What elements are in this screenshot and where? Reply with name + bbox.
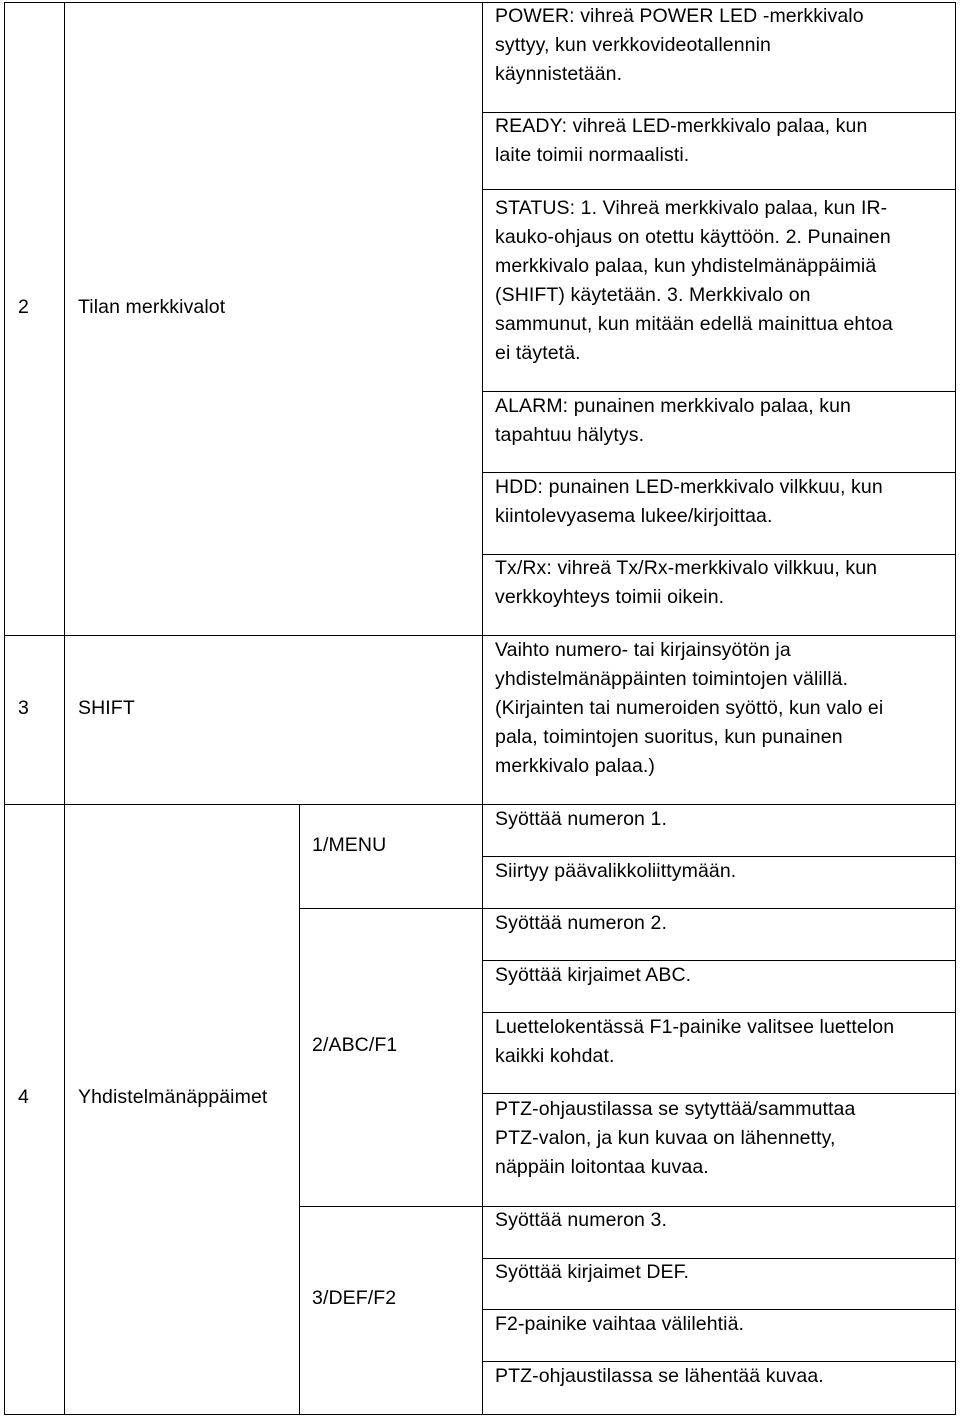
description-txrx: Tx/Rx: vihreä Tx/Rx-merkkivalo vilkkuu, kun verkkoyhteys toimii oikein. [495, 557, 878, 608]
table-border-left [4, 2, 5, 1415]
key-description: Syöttää numeron 3. [495, 1209, 667, 1231]
description-status: STATUS: 1. Vihreä merkkivalo palaa, kun IR- kauko-ohjaus on otettu käyttöön. 2. Punainen merkkivalo palaa, kun yhdistelmänäppäimiä (SHIFT) käytetään. 3. Merkkivalo on sammunut, kun mitään edellä mainittua ehtoa ei täytetä. [495, 197, 893, 364]
table-border-bottom [4, 1414, 956, 1415]
key-description: Syöttää numeron 1. [495, 808, 667, 830]
row-number: 2 [18, 296, 29, 318]
row-label: Tilan merkkivalot [78, 296, 226, 318]
key-label-2-abc-f1: 2/ABC/F1 [312, 1034, 398, 1056]
desc-divider [482, 1093, 956, 1094]
key-description: Syöttää numeron 2. [495, 912, 667, 934]
table-border-right [955, 2, 956, 1415]
desc-divider [482, 189, 956, 190]
key-description: F2-painike vaihtaa välilehtiä. [495, 1313, 745, 1335]
description-alarm: ALARM: punainen merkkivalo palaa, kun tapahtuu hälytys. [495, 395, 851, 446]
key-description: PTZ-ohjaustilassa se sytyttää/sammuttaa PTZ-valon, ja kun kuvaa on lähennetty, näppäin loitontaa kuvaa. [495, 1098, 856, 1178]
col-divider-description [482, 2, 483, 1415]
row-number: 4 [18, 1086, 29, 1108]
key-label-1-menu: 1/MENU [312, 834, 387, 856]
description-ready: READY: vihreä LED-merkkivalo palaa, kun laite toimii normaalisti. [495, 115, 868, 166]
row-label: Yhdistelmänäppäimet [78, 1086, 268, 1108]
row-number: 3 [18, 697, 29, 719]
spec-table [4, 2, 956, 1415]
key-description: Siirtyy päävalikkoliittymään. [495, 860, 737, 882]
key-label-3-def-f2: 3/DEF/F2 [312, 1287, 397, 1309]
key-description: Luettelokentässä F1-painike valitsee luettelon kaikki kohdat. [495, 1016, 895, 1067]
description-power: POWER: vihreä POWER LED -merkkivalo syttyy, kun verkkovideotallennin käynnistetään. [495, 5, 864, 85]
col-divider-number [64, 2, 65, 1415]
description-hdd: HDD: punainen LED-merkkivalo vilkkuu, kun kiintolevyasema lukee/kirjoittaa. [495, 476, 883, 527]
key-description: Syöttää kirjaimet ABC. [495, 964, 692, 986]
row-label: SHIFT [78, 697, 135, 719]
description-shift: Vaihto numero- tai kirjainsyötön ja yhdistelmänäppäinten toimintojen välillä. (Kirjainten tai numeroiden syöttö, kun valo ei pala, toimintojen suoritus, kun punainen merkkivalo palaa.) [495, 639, 884, 777]
col-divider-key [299, 804, 300, 1415]
key-description: Syöttää kirjaimet DEF. [495, 1261, 690, 1283]
key-description: PTZ-ohjaustilassa se lähentää kuvaa. [495, 1365, 824, 1387]
